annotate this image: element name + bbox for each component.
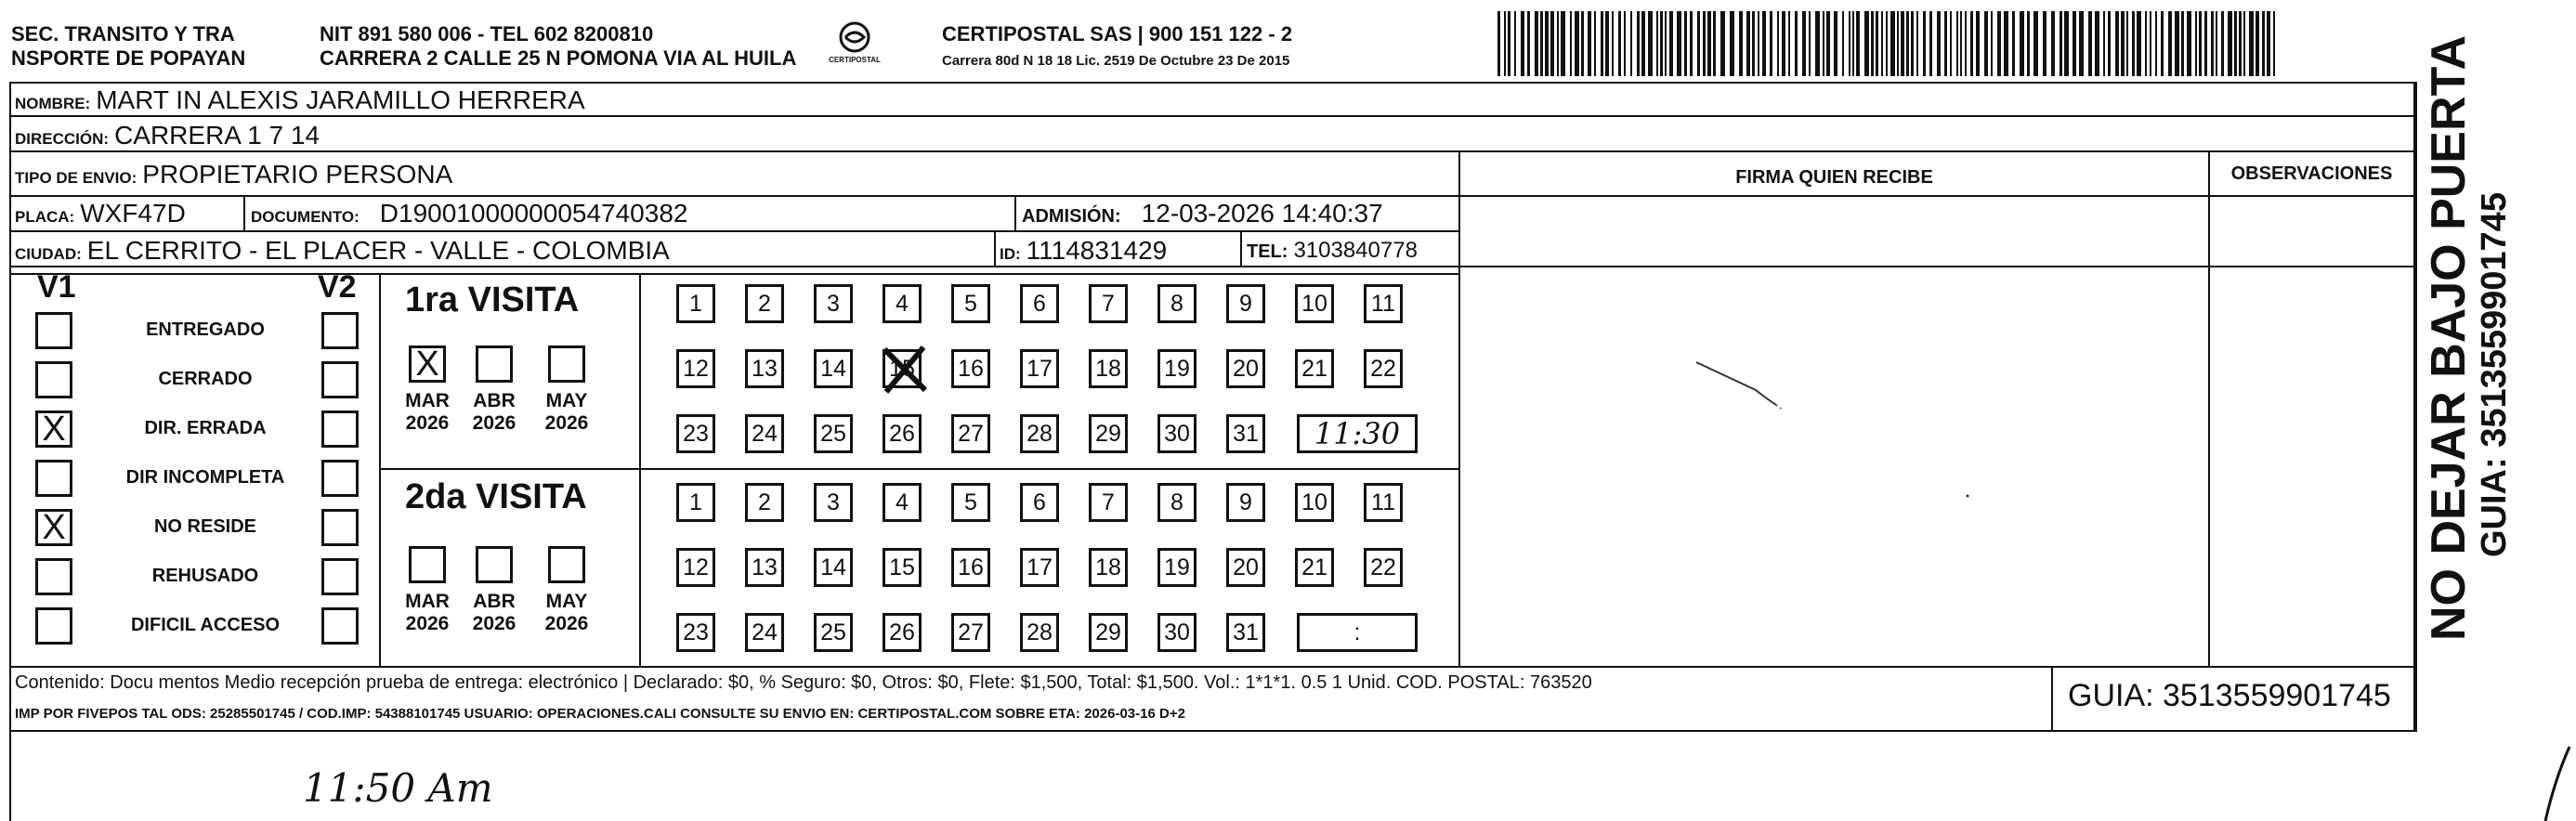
- v2-label: V2: [318, 269, 357, 305]
- visit2-day-box[interactable]: 17: [1020, 548, 1059, 587]
- visit2-day-box[interactable]: 11: [1364, 483, 1403, 522]
- visit2-month-checkbox[interactable]: [548, 546, 585, 583]
- corner-mark: [2517, 743, 2573, 821]
- ciudad-label: CIUDAD:: [15, 245, 82, 263]
- nombre-row: [15, 85, 585, 115]
- v2-checkbox[interactable]: [321, 509, 359, 546]
- status-label: NO RESIDE: [153, 516, 257, 537]
- visit2-day-box[interactable]: 23: [676, 613, 715, 652]
- visit1-day-box[interactable]: 26: [883, 414, 922, 453]
- admision-value: 12-03-2026 14:40:37: [1141, 199, 1383, 228]
- visit2-day-box[interactable]: 9: [1226, 483, 1265, 522]
- sender-line-1: SEC. TRANSITO Y TRA: [11, 22, 235, 46]
- visit1-day-box[interactable]: 18: [1089, 349, 1128, 388]
- visit1-day-box[interactable]: 23: [676, 414, 715, 453]
- visit2-day-box[interactable]: 8: [1157, 483, 1196, 522]
- visit1-month-checkbox[interactable]: X: [409, 345, 446, 383]
- documento-label: DOCUMENTO:: [251, 208, 360, 226]
- visit2-day-box[interactable]: 29: [1089, 613, 1128, 652]
- logo-icon: [821, 19, 888, 72]
- visit2-day-box[interactable]: 10: [1295, 483, 1334, 522]
- visit1-year-label: 2026: [405, 412, 450, 434]
- v1-checkbox[interactable]: X: [35, 410, 72, 448]
- visit1-day-box[interactable]: 14: [814, 349, 853, 388]
- visit2-day-box[interactable]: 4: [883, 483, 922, 522]
- visit2-title: 2da VISITA: [405, 477, 587, 516]
- visit1-day-box[interactable]: 13: [745, 349, 784, 388]
- visit2-month-label: MAY: [545, 591, 588, 612]
- visit2-day-box[interactable]: 28: [1020, 613, 1059, 652]
- visit1-day-box[interactable]: 28: [1020, 414, 1059, 453]
- id-label: ID:: [1000, 245, 1021, 263]
- license-line: Carrera 80d N 18 18 Lic. 2519 De Octubre 23 De 2015: [942, 53, 1290, 69]
- visit1-day-box[interactable]: 21: [1295, 349, 1334, 388]
- direccion-row: [15, 121, 320, 150]
- visit1-day-box[interactable]: 25: [814, 414, 853, 453]
- status-label: DIR INCOMPLETA: [125, 467, 285, 488]
- visit1-day-box[interactable]: 1: [676, 284, 715, 323]
- observaciones-header: OBSERVACIONES: [2230, 163, 2393, 184]
- guia-vertical: GUIA: 3513559901745: [2475, 192, 2514, 557]
- visit1-day-box[interactable]: 31: [1226, 414, 1265, 453]
- visit2-day-box[interactable]: 20: [1226, 548, 1265, 587]
- v2-checkbox[interactable]: [321, 558, 359, 595]
- no-dejar-vertical: NO DEJAR BAJO PUERTA: [2422, 34, 2476, 641]
- visit2-day-box[interactable]: 12: [676, 548, 715, 587]
- visit2-day-box[interactable]: 18: [1089, 548, 1128, 587]
- visit2-day-box[interactable]: 19: [1157, 548, 1196, 587]
- tel-row: [1247, 238, 1418, 264]
- logo-caption: CERTIPOSTAL: [829, 56, 881, 64]
- ciudad-value: EL CERRITO - EL PLACER - VALLE - COLOMBIA: [86, 236, 670, 265]
- visit2-year-label: 2026: [405, 613, 450, 634]
- tipo-row: [15, 160, 452, 189]
- visit1-title: 1ra VISITA: [405, 280, 580, 319]
- v1-checkbox[interactable]: [35, 460, 72, 497]
- v2-checkbox[interactable]: [321, 460, 359, 497]
- visit2-month-label: ABR: [473, 591, 516, 612]
- visit1-day-box[interactable]: 16: [951, 349, 990, 388]
- visit1-day-box[interactable]: 6: [1020, 284, 1059, 323]
- visit2-day-box[interactable]: 14: [814, 548, 853, 587]
- visit2-year-label: 2026: [472, 613, 517, 634]
- visit1-month-checkbox[interactable]: [548, 345, 585, 383]
- visit2-day-box[interactable]: 5: [951, 483, 990, 522]
- visit2-day-box[interactable]: 30: [1157, 613, 1196, 652]
- visit1-day-box[interactable]: 7: [1089, 284, 1128, 323]
- imp-line: IMP POR FIVEPOS TAL ODS: 25285501745 / COD.IMP: 54388101745 USUARIO: OPERACIONES.CALI CONSULTE SU ENVIO EN: CERTIPOSTAL.COM SOBRE ETA: 2026-03-16 D+2: [15, 706, 1185, 722]
- sender-line-2: NSPORTE DE POPAYAN: [11, 46, 246, 70]
- id-row: [1000, 236, 1167, 266]
- guia-footer: GUIA: 3513559901745: [2068, 678, 2391, 713]
- v1-checkbox[interactable]: [35, 361, 72, 398]
- visit1-day-box[interactable]: 12: [676, 349, 715, 388]
- id-value: 1114831429: [1026, 236, 1168, 265]
- visit1-day-box[interactable]: 24: [745, 414, 784, 453]
- v2-checkbox[interactable]: [321, 361, 359, 398]
- visit2-day-box[interactable]: 31: [1226, 613, 1265, 652]
- visit2-day-box[interactable]: 25: [814, 613, 853, 652]
- status-label: CERRADO: [158, 369, 253, 389]
- visit1-day-box[interactable]: 17: [1020, 349, 1059, 388]
- address-line: CARRERA 2 CALLE 25 N POMONA VIA AL HUILA: [320, 46, 797, 70]
- certipostal-logo: [821, 19, 888, 72]
- visit1-day-box[interactable]: 8: [1157, 284, 1196, 323]
- visit2-year-label: 2026: [544, 613, 589, 634]
- visit1-day-box[interactable]: 19: [1157, 349, 1196, 388]
- placa-label: PLACA:: [15, 208, 75, 226]
- barcode-icon: [1497, 11, 2278, 76]
- visit2-day-box[interactable]: 26: [883, 613, 922, 652]
- direccion-value: CARRERA 1 7 14: [114, 121, 320, 150]
- visit1-day-box[interactable]: 9: [1226, 284, 1265, 323]
- barcode: [1497, 11, 2278, 76]
- status-label: REHUSADO: [151, 566, 259, 586]
- visit1-day-box[interactable]: 22: [1364, 349, 1403, 388]
- v1-label: V1: [37, 269, 76, 305]
- visit2-day-box[interactable]: 2: [745, 483, 784, 522]
- tel-label: TEL:: [1247, 241, 1288, 262]
- visit1-month-label: MAR: [405, 390, 450, 411]
- visit1-day-box[interactable]: 20: [1226, 349, 1265, 388]
- visit1-day-box[interactable]: 2: [745, 284, 784, 323]
- v1-checkbox[interactable]: X: [35, 509, 72, 546]
- visit1-day-box[interactable]: 15: [883, 349, 922, 388]
- visit2-day-box[interactable]: 7: [1089, 483, 1128, 522]
- visit1-day-box[interactable]: 10: [1295, 284, 1334, 323]
- ciudad-row: [15, 236, 670, 266]
- documento-row: [251, 199, 687, 228]
- nombre-value: MART IN ALEXIS JARAMILLO HERRERA: [96, 85, 585, 114]
- tel-value: 3103840778: [1293, 238, 1418, 263]
- v1-checkbox[interactable]: [35, 312, 72, 349]
- signature-scribble: [1691, 353, 1988, 520]
- visit1-day-box[interactable]: 29: [1089, 414, 1128, 453]
- visit1-month-label: ABR: [473, 390, 516, 411]
- admision-row: [1022, 199, 1383, 228]
- visit2-day-box[interactable]: 13: [745, 548, 784, 587]
- visit2-day-box[interactable]: 3: [814, 483, 853, 522]
- visit2-day-box[interactable]: 16: [951, 548, 990, 587]
- placa-value: WXF47D: [80, 199, 186, 228]
- firma-header: FIRMA QUIEN RECIBE: [1735, 167, 1933, 188]
- visit1-day-box[interactable]: 4: [883, 284, 922, 323]
- visit1-time-box[interactable]: 11:30: [1297, 414, 1418, 453]
- visit2-month-checkbox[interactable]: [409, 546, 446, 583]
- visit2-day-box[interactable]: 1: [676, 483, 715, 522]
- visit1-year-label: 2026: [544, 412, 589, 434]
- v2-checkbox[interactable]: [321, 312, 359, 349]
- day-crossed-mark: [877, 342, 933, 397]
- visit1-month-checkbox[interactable]: [476, 345, 513, 383]
- status-label: ENTREGADO: [146, 319, 265, 340]
- visit2-day-box[interactable]: 24: [745, 613, 784, 652]
- admision-label: ADMISIÓN:: [1022, 206, 1121, 227]
- visit1-month-label: MAY: [545, 390, 588, 411]
- tipo-label: TIPO DE ENVIO:: [15, 169, 137, 187]
- visit2-day-box[interactable]: 15: [883, 548, 922, 587]
- v2-checkbox[interactable]: [321, 607, 359, 645]
- placa-row: [15, 199, 186, 228]
- visit1-year-label: 2026: [472, 412, 517, 434]
- v2-checkbox[interactable]: [321, 410, 359, 448]
- contenido-line: Contenido: Docu mentos Medio recepción prueba de entrega: electrónico | Declarado: $0, % Seguro: $0, Otros: $0, Flete: $1,500, Total: $1,500. Vol.: 1*1*1. 0.5 1 Unid. COD. POSTAL: 763520: [15, 672, 1592, 693]
- nombre-label: NOMBRE:: [15, 95, 91, 112]
- visit1-day-box[interactable]: 3: [814, 284, 853, 323]
- visit2-day-box[interactable]: 21: [1295, 548, 1334, 587]
- visit1-day-box[interactable]: 5: [951, 284, 990, 323]
- visit2-day-box[interactable]: 6: [1020, 483, 1059, 522]
- visit2-time-box[interactable]: :: [1297, 613, 1418, 652]
- status-label: DIFICIL ACCESO: [130, 615, 280, 635]
- visit1-day-box[interactable]: 30: [1157, 414, 1196, 453]
- handwritten-time: 11:50 Am: [303, 765, 493, 811]
- tipo-value: PROPIETARIO PERSONA: [142, 160, 453, 189]
- visit2-month-checkbox[interactable]: [476, 546, 513, 583]
- visit1-day-box[interactable]: 27: [951, 414, 990, 453]
- status-label: DIR. ERRADA: [144, 418, 267, 438]
- visit1-day-box[interactable]: 11: [1364, 284, 1403, 323]
- visit2-day-box[interactable]: 22: [1364, 548, 1403, 587]
- visit2-month-label: MAR: [405, 591, 450, 612]
- nit-line: NIT 891 580 006 - TEL 602 8200810: [320, 22, 654, 46]
- v1-checkbox[interactable]: [35, 607, 72, 645]
- direccion-label: DIRECCIÓN:: [15, 130, 110, 148]
- company-line: CERTIPOSTAL SAS | 900 151 122 - 2: [942, 22, 1293, 46]
- v1-checkbox[interactable]: [35, 558, 72, 595]
- documento-value: D19001000000054740382: [379, 199, 688, 228]
- visit2-day-box[interactable]: 27: [951, 613, 990, 652]
